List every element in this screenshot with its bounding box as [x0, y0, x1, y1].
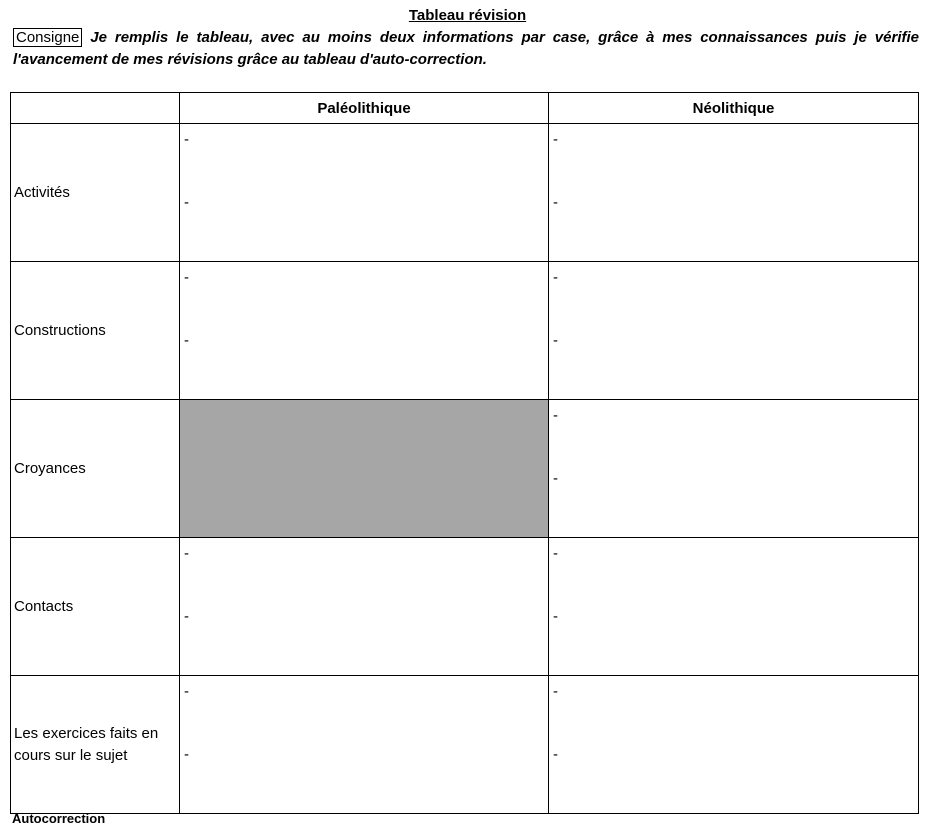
- table-header-row: [11, 93, 919, 124]
- bullet-dash: -: [184, 683, 189, 700]
- table-row-contacts: [11, 538, 919, 676]
- bullet-dash: -: [553, 683, 558, 700]
- bullet-dash: -: [553, 407, 558, 424]
- header-paleolithique: Paléolithique: [180, 93, 549, 124]
- cell-croyances-paleolithique-shaded: [180, 400, 549, 538]
- bullet-dash: -: [553, 131, 558, 148]
- bullet-dash: -: [184, 269, 189, 286]
- bullet-dash: -: [184, 131, 189, 148]
- cell-exercices-paleolithique[interactable]: [180, 676, 549, 814]
- row-label-croyances: Croyances: [11, 400, 180, 538]
- cell-contacts-paleolithique[interactable]: [180, 538, 549, 676]
- cell-constructions-paleolithique[interactable]: [180, 262, 549, 400]
- cell-activites-neolithique[interactable]: [549, 124, 919, 262]
- consigne-paragraph: [13, 27, 919, 71]
- table-row-activites: [11, 124, 919, 262]
- cell-croyances-neolithique[interactable]: [549, 400, 919, 538]
- table-row-constructions: [11, 262, 919, 400]
- bullet-dash: -: [184, 332, 189, 349]
- header-empty-cell: [11, 93, 180, 124]
- row-label-activites: Activités: [11, 124, 180, 262]
- table-row-croyances: [11, 400, 919, 538]
- row-label-constructions: Constructions: [11, 262, 180, 400]
- bullet-dash: -: [553, 608, 558, 625]
- cell-exercices-neolithique[interactable]: [549, 676, 919, 814]
- table-row-exercices: [11, 676, 919, 814]
- bullet-dash: -: [553, 269, 558, 286]
- row-label-exercices: Les exercices faits en cours sur le sujet: [11, 676, 180, 814]
- cell-constructions-neolithique[interactable]: [549, 262, 919, 400]
- header-neolithique: Néolithique: [549, 93, 919, 124]
- cell-contacts-neolithique[interactable]: [549, 538, 919, 676]
- bullet-dash: -: [184, 545, 189, 562]
- bullet-dash: -: [553, 746, 558, 763]
- footer-cutoff-text: Autocorrection: [12, 811, 106, 826]
- consigne-label: Consigne: [13, 28, 82, 47]
- cell-activites-paleolithique[interactable]: [180, 124, 549, 262]
- bullet-dash: -: [184, 608, 189, 625]
- row-label-contacts: Contacts: [11, 538, 180, 676]
- bullet-dash: -: [184, 194, 189, 211]
- bullet-dash: -: [184, 746, 189, 763]
- consigne-text: Je remplis le tableau, avec au moins deux informations par case, grâce à mes connaissances puis je vérifie l'avancement de mes révisions grâce au tableau d'auto-correction.: [13, 29, 919, 68]
- revision-table: [10, 92, 919, 814]
- bullet-dash: -: [553, 545, 558, 562]
- bullet-dash: -: [553, 470, 558, 487]
- bullet-dash: -: [553, 194, 558, 211]
- bullet-dash: -: [553, 332, 558, 349]
- document-title: Tableau révision: [408, 7, 527, 24]
